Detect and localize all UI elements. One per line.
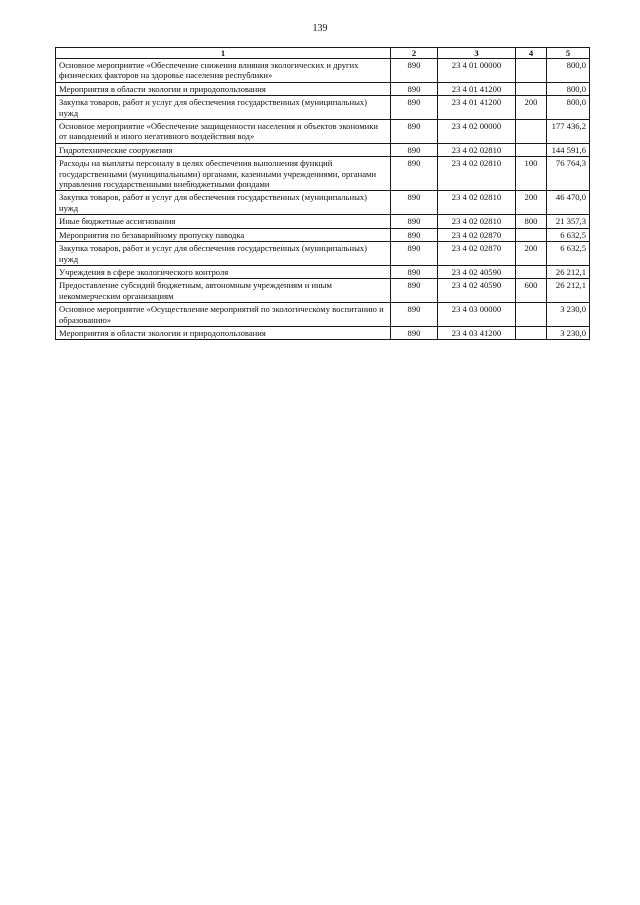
row-ved: 890: [391, 326, 438, 339]
row-name: Иные бюджетные ассигнования: [56, 215, 391, 228]
row-vr: 100: [516, 157, 547, 191]
row-name: Предоставление субсидий бюджетным, автономным учреждениям и иным некоммерческим организациям: [56, 279, 391, 303]
row-sum: 177 436,2: [547, 120, 590, 144]
row-vr: 800: [516, 215, 547, 228]
row-vr: [516, 143, 547, 156]
table-row: [56, 143, 590, 156]
table-row: [56, 242, 590, 266]
row-csr: 23 4 01 41200: [438, 96, 516, 120]
table-header-row: [56, 48, 590, 59]
row-name: Расходы на выплаты персоналу в целях обеспечения выполнения функций государственными (муниципальными) органами, казенными учреждениями, органами управления государственными внебюджетными фондами: [56, 157, 391, 191]
table-row: [56, 82, 590, 95]
row-ved: 890: [391, 279, 438, 303]
row-vr: [516, 228, 547, 241]
row-ved: 890: [391, 215, 438, 228]
row-csr: 23 4 01 41200: [438, 82, 516, 95]
row-name: Основное мероприятие «Обеспечение снижения влияния экологических и других физических факторов на здоровье населения республики»: [56, 59, 391, 83]
budget-table: [55, 47, 590, 340]
row-sum: 3 230,0: [547, 303, 590, 327]
row-name: Мероприятия по безаварийному пропуску паводка: [56, 228, 391, 241]
row-ved: 890: [391, 191, 438, 215]
row-name: Основное мероприятие «Обеспечение защищенности населения и объектов экономики от наводнений и иного негативного воздействия вод»: [56, 120, 391, 144]
row-sum: 6 632,5: [547, 242, 590, 266]
row-csr: 23 4 02 02870: [438, 228, 516, 241]
table-row: [56, 120, 590, 144]
row-ved: 890: [391, 242, 438, 266]
table-row: [56, 96, 590, 120]
row-vr: [516, 303, 547, 327]
row-sum: 21 357,3: [547, 215, 590, 228]
row-csr: 23 4 03 00000: [438, 303, 516, 327]
row-vr: [516, 120, 547, 144]
row-name: Закупка товаров, работ и услуг для обеспечения государственных (муниципальных) нужд: [56, 242, 391, 266]
table-row: [56, 279, 590, 303]
row-csr: 23 4 03 41200: [438, 326, 516, 339]
row-sum: 26 212,1: [547, 279, 590, 303]
row-vr: [516, 326, 547, 339]
row-sum: 46 470,0: [547, 191, 590, 215]
table-row: [56, 215, 590, 228]
page-number: 139: [312, 23, 328, 34]
row-sum: 800,0: [547, 59, 590, 83]
row-csr: 23 4 02 40590: [438, 279, 516, 303]
table-row: [56, 157, 590, 191]
row-name: Основное мероприятие «Осуществление мероприятий по экологическому воспитанию и образованию»: [56, 303, 391, 327]
row-csr: 23 4 02 02810: [438, 215, 516, 228]
row-name: Мероприятия в области экологии и природопользования: [56, 82, 391, 95]
row-ved: 890: [391, 228, 438, 241]
table-row: [56, 265, 590, 278]
row-ved: 890: [391, 96, 438, 120]
row-name: Учреждения в сфере экологического контроля: [56, 265, 391, 278]
row-sum: 800,0: [547, 82, 590, 95]
row-sum: 6 632,5: [547, 228, 590, 241]
table-row: [56, 228, 590, 241]
row-ved: 890: [391, 82, 438, 95]
row-name: Закупка товаров, работ и услуг для обеспечения государственных (муниципальных) нужд: [56, 191, 391, 215]
row-sum: 76 764,3: [547, 157, 590, 191]
header-col-1: 1: [56, 48, 391, 59]
header-col-4: 4: [516, 48, 547, 59]
row-name: Закупка товаров, работ и услуг для обеспечения государственных (муниципальных) нужд: [56, 96, 391, 120]
row-ved: 890: [391, 143, 438, 156]
row-csr: 23 4 02 40590: [438, 265, 516, 278]
row-vr: 200: [516, 242, 547, 266]
row-csr: 23 4 02 02810: [438, 157, 516, 191]
row-ved: 890: [391, 265, 438, 278]
table-row: [56, 326, 590, 339]
header-col-5: 5: [547, 48, 590, 59]
row-csr: 23 4 02 02810: [438, 143, 516, 156]
row-name: Мероприятия в области экологии и природопользования: [56, 326, 391, 339]
header-col-3: 3: [438, 48, 516, 59]
row-vr: [516, 59, 547, 83]
table-row: [56, 303, 590, 327]
table-row: [56, 59, 590, 83]
row-name: Гидротехнические сооружения: [56, 143, 391, 156]
row-vr: 200: [516, 96, 547, 120]
row-sum: 800,0: [547, 96, 590, 120]
row-csr: 23 4 02 02810: [438, 191, 516, 215]
row-sum: 26 212,1: [547, 265, 590, 278]
row-vr: [516, 265, 547, 278]
row-ved: 890: [391, 303, 438, 327]
row-ved: 890: [391, 120, 438, 144]
row-vr: 200: [516, 191, 547, 215]
row-ved: 890: [391, 59, 438, 83]
row-vr: [516, 82, 547, 95]
row-csr: 23 4 01 00000: [438, 59, 516, 83]
table-row: [56, 191, 590, 215]
row-csr: 23 4 02 00000: [438, 120, 516, 144]
row-vr: 600: [516, 279, 547, 303]
row-sum: 3 230,0: [547, 326, 590, 339]
header-col-2: 2: [391, 48, 438, 59]
row-csr: 23 4 02 02870: [438, 242, 516, 266]
row-sum: 144 591,6: [547, 143, 590, 156]
row-ved: 890: [391, 157, 438, 191]
